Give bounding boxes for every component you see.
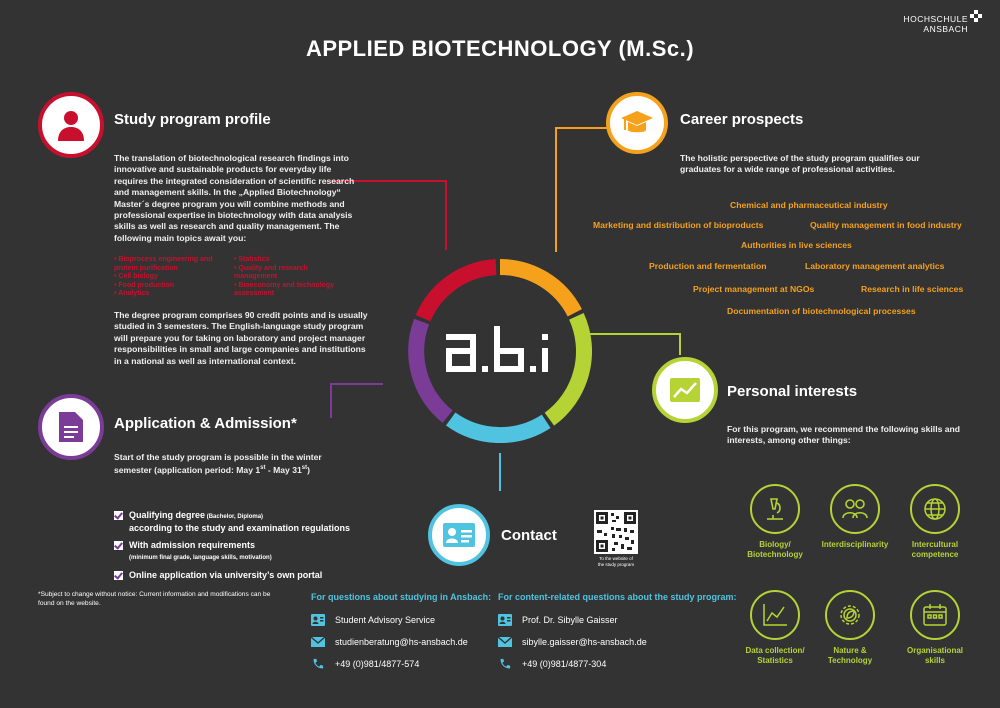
skill-label-line2: Biotechnology xyxy=(747,549,803,559)
leaf-gear-icon xyxy=(825,590,875,640)
start-text-c: ) xyxy=(307,465,311,476)
interests-intro: For this program, we recommend the following skills and interests, among other things: xyxy=(727,424,961,446)
skill-label-line2: competence xyxy=(911,549,959,559)
logo-line-2: ANSBACH xyxy=(923,24,968,34)
footnote: *Subject to change without notice: Current information and modifications can be found on the website. xyxy=(38,591,271,607)
center-logo xyxy=(438,320,562,382)
microscope-icon xyxy=(750,484,800,534)
ansbach-name: Student Advisory Service xyxy=(335,615,436,625)
career-item: Production and fermentation xyxy=(649,261,767,271)
requirements-list xyxy=(114,510,364,581)
career-item: Research in life sciences xyxy=(861,284,964,294)
ansbach-name-row xyxy=(311,612,491,628)
skill-label-line1: Organisational xyxy=(906,646,963,655)
connector-orange-v xyxy=(555,127,557,252)
content-email-row[interactable] xyxy=(498,634,698,650)
person-icon xyxy=(56,109,86,141)
connector-lime-v xyxy=(679,333,681,355)
skill-biology xyxy=(735,484,815,559)
profile-outro: The degree program comprises 90 credit points and is usually studied in 3 semesters. The English-language study program will prepare you for taking on laboratory and project manager responsibilities in small and large companies and institutions in a national as well as international context. xyxy=(114,310,368,366)
content-phone[interactable]: +49 (0)981/4877-304 xyxy=(522,659,607,669)
req1-small: (Bachelor, Diploma) xyxy=(205,514,264,520)
connector-lime xyxy=(590,333,680,335)
skill-label-line1: Nature & xyxy=(833,646,867,655)
content-email[interactable]: sibylle.gaisser@hs-ansbach.de xyxy=(522,637,647,647)
req1-main: Qualifying degree xyxy=(129,510,206,520)
career-item: Laboratory management analytics xyxy=(805,261,945,271)
requirement-item xyxy=(114,570,364,581)
content-contact xyxy=(498,612,698,672)
university-logo[interactable] xyxy=(903,14,968,34)
req2-small: (minimum final grade, language skills, motivation) xyxy=(129,555,272,561)
career-item: Chemical and pharmaceutical industry xyxy=(730,200,888,210)
skill-label-line2: skills xyxy=(924,655,945,665)
skill-data-collection xyxy=(730,590,820,665)
req2-main: With admission requirements xyxy=(129,540,255,550)
skill-label-line1: Biology/ xyxy=(759,540,791,549)
checkbox-icon xyxy=(114,511,123,520)
ansbach-phone[interactable]: +49 (0)981/4877-574 xyxy=(335,659,420,669)
qr-code-icon xyxy=(594,510,638,554)
content-contact-heading: For content-related questions about the study program: xyxy=(498,592,737,602)
topics-left xyxy=(114,256,234,299)
email-icon xyxy=(311,636,325,648)
requirement-item xyxy=(114,510,364,534)
id-card-icon xyxy=(498,614,512,626)
topic-item: • Food production xyxy=(114,282,234,291)
start-sup-1: st xyxy=(260,465,266,472)
qr-caption-line-1: To the website of xyxy=(599,556,633,561)
qr-caption-line-2: the study program xyxy=(597,561,635,567)
profile-icon-circle xyxy=(38,92,104,158)
interests-icon-circle xyxy=(652,357,718,423)
checkbox-icon xyxy=(114,571,123,580)
connector-red-v xyxy=(445,180,447,250)
calendar-icon xyxy=(910,590,960,640)
skill-interdisciplinarity xyxy=(810,484,900,550)
skill-label-line1: Interdisciplinarity xyxy=(821,540,889,549)
topic-item: • Bioprocess engineering and protein purification xyxy=(114,256,234,273)
page-title: APPLIED BIOTECHNOLOGY (M.Sc.) xyxy=(305,36,695,61)
start-text-a: semester (application period: May 1 xyxy=(114,465,261,476)
career-item: Project management at NGOs xyxy=(693,284,815,294)
career-heading: Career prospects xyxy=(680,111,804,128)
contact-heading: Contact xyxy=(501,527,557,544)
checkbox-icon xyxy=(114,541,123,550)
career-intro: The holistic perspective of the study program qualifies our graduates for a wide range of professional activities. xyxy=(680,153,920,175)
topic-item: • Quality and research management xyxy=(234,265,352,282)
contact-icon-circle xyxy=(428,504,490,566)
phone-icon xyxy=(498,658,512,670)
abi-pixel-logo-icon xyxy=(438,320,562,382)
skill-label-line2: Statistics xyxy=(757,655,793,665)
topic-item: • Cell biology xyxy=(114,273,234,282)
ansbach-email[interactable]: studienberatung@hs-ansbach.de xyxy=(335,637,468,647)
topics-right xyxy=(234,256,352,299)
req1-line2: according to the study and examination regulations xyxy=(129,523,351,533)
interests-heading: Personal interests xyxy=(727,383,858,400)
ring-segment-orange xyxy=(500,267,575,313)
application-heading: Application & Admission* xyxy=(114,415,297,432)
profile-heading: Study program profile xyxy=(114,111,271,128)
ansbach-email-row[interactable] xyxy=(311,634,491,650)
application-start-line-1: Start of the study program is possible in the winter xyxy=(114,452,322,462)
skill-organisational xyxy=(893,590,977,665)
start-sup-2: st xyxy=(301,465,308,472)
profile-intro: The translation of biotechnological research findings into innovative and sustainable products for everyday life requires the integrated consideration of scientific research and management skills. In the „Applied Biotechnology“ Master´s degree program you will combine methods and professional expertise in biotechnology with data analysis skills as well as research and quality management. The following main topics await you: xyxy=(114,153,355,243)
email-icon xyxy=(498,636,512,648)
ansbach-contact-heading: For questions about studying in Ansbach: xyxy=(311,592,492,602)
id-card-icon xyxy=(311,614,325,626)
req3-main: Online application via university’s own portal xyxy=(129,570,323,580)
globe-icon xyxy=(910,484,960,534)
statistics-icon xyxy=(750,590,800,640)
career-item: Marketing and distribution of bioproducts xyxy=(593,220,764,230)
people-icon xyxy=(830,484,880,534)
content-name-row xyxy=(498,612,698,628)
graduation-cap-icon xyxy=(620,109,654,137)
application-start-line-2 xyxy=(114,463,374,476)
connector-blue xyxy=(499,453,501,491)
qr-code[interactable] xyxy=(594,510,638,554)
career-item: Documentation of biotechnological processes xyxy=(727,306,916,316)
contact-card-icon xyxy=(442,522,476,548)
skill-nature-technology xyxy=(810,590,890,665)
phone-icon xyxy=(311,658,325,670)
application-icon-circle xyxy=(38,394,104,460)
ansbach-phone-row[interactable] xyxy=(311,656,491,672)
requirement-item xyxy=(114,540,364,564)
connector-orange xyxy=(555,127,607,129)
start-text-b: - May 31 xyxy=(265,465,302,476)
topic-item: • Analytics xyxy=(114,290,234,299)
ansbach-contact xyxy=(311,612,491,672)
topic-item: • Statistics xyxy=(234,256,352,265)
skill-label-line1: Data collection/ xyxy=(745,646,805,655)
content-phone-row[interactable] xyxy=(498,656,698,672)
career-item: Authorities in live sciences xyxy=(741,240,852,250)
career-item: Quality management in food industry xyxy=(810,220,962,230)
connector-purple-v xyxy=(330,383,332,418)
logo-mark-icon xyxy=(966,10,982,26)
logo-line-1: HOCHSCHULE xyxy=(903,14,968,24)
document-icon xyxy=(59,412,83,442)
topic-item: • Bioeconomy and technology assessment xyxy=(234,282,352,299)
ring-segment-red xyxy=(423,267,496,318)
qr-caption xyxy=(588,556,644,567)
skill-intercultural xyxy=(895,484,975,559)
content-name: Prof. Dr. Sibylle Gaisser xyxy=(522,615,618,625)
application-start xyxy=(114,452,374,477)
career-icon-circle xyxy=(606,92,668,154)
ring-segment-blue xyxy=(451,419,547,435)
skill-label-line1: Intercultural xyxy=(911,540,959,549)
connector-purple xyxy=(330,383,383,385)
chart-icon xyxy=(669,377,701,403)
skill-label-line2: Technology xyxy=(827,655,873,665)
